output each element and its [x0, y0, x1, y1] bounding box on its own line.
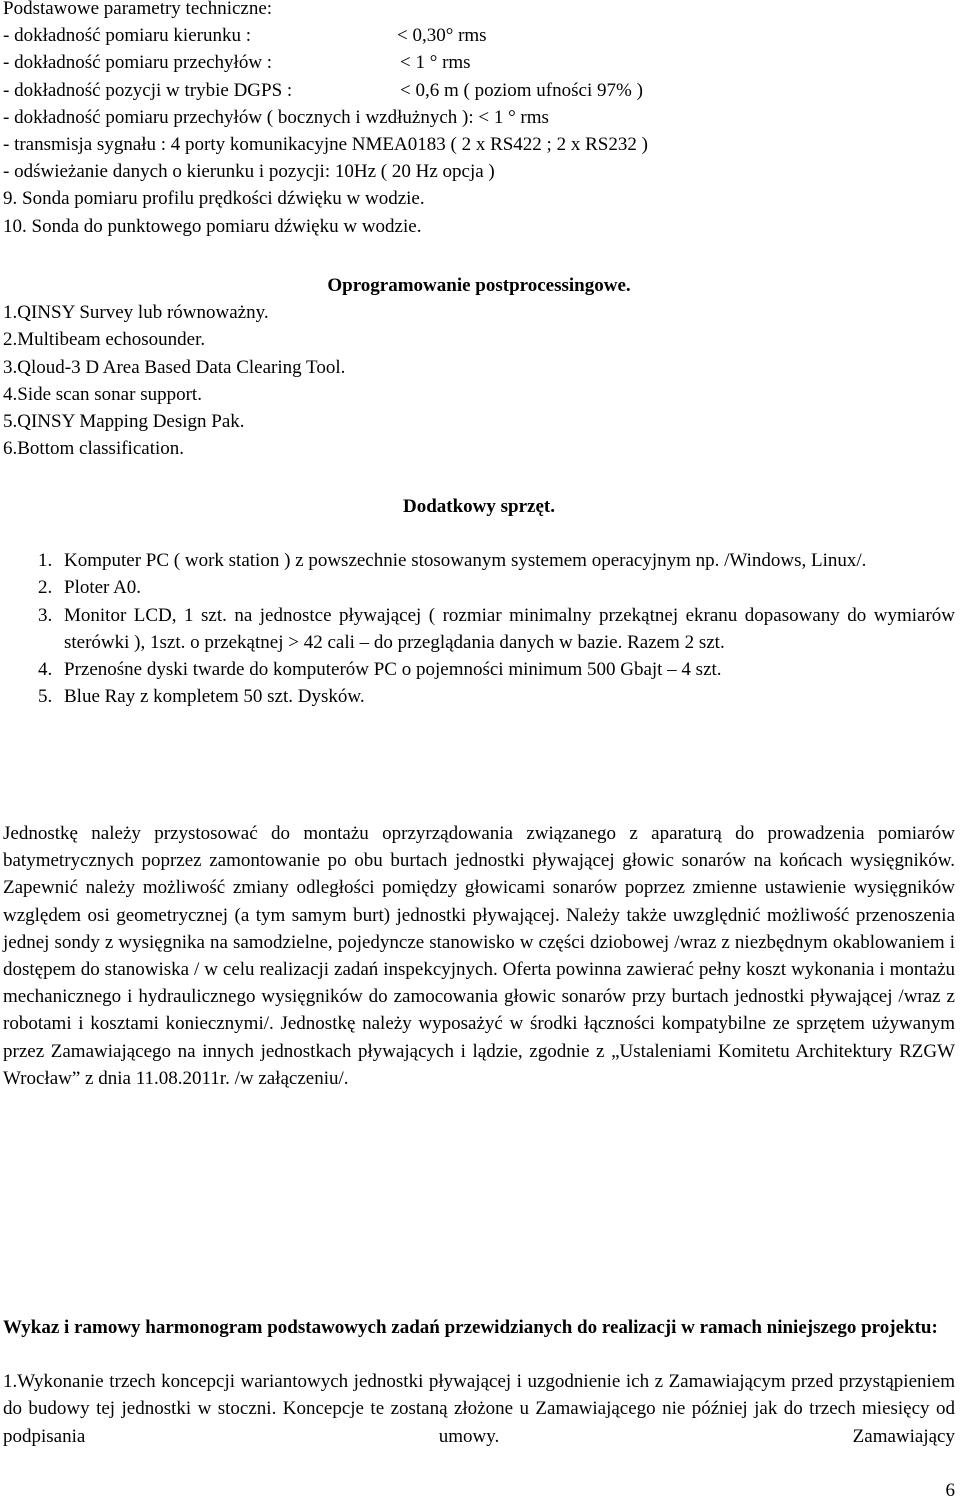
body-paragraph: Jednostkę należy przystosować do montażu oprzyrządowania związanego z aparaturą do prowadzenia pomiarów batymetrycznych poprzez zamontowanie po obu burtach jednostki pływającej głowic sonarów na końcach wysięgników. Zapewnić należy możliwość zmiany odległości pomiędzy głowicami sonarów poprzez zmienne ustawienie wysięgników względem osi geometrycznej (a tym samym burt) jednostki pływającej. Należy także uwzględnić możliwość przenoszenia jednej sondy z wysięgnika na samodzielne, pojedyncze stanowisko w części dziobowej /wraz z niezbędnym okablowaniem i dostępem do stanowiska / w celu realizacji zadań inspekcyjnych. Oferta powinna zawierać pełny koszt wykonania i montażu mechanicznego i hydraulicznego wysięgników do zamocowania głowic sonarów przy burtach jednostki pływającej /wraz z robotami i kosztami koniecznymi/. Jednostkę należy wyposażyć w środki łączności kompatybilne ze sprzętem używanym przez Zamawiającego na innych jednostkach pływających i lądzie, zgodnie z „Ustaleniami Komitetu Architektury RZGW Wrocław” z dnia 11.08.2011r. /w załączeniu/.: [3, 823, 955, 1089]
list-item: 1. Komputer PC ( work station ) z powszechnie stosowanym systemem operacyjnym np. /Windows, Linux/.: [38, 550, 867, 572]
spacer: [3, 520, 955, 547]
page-number: 6: [945, 1480, 955, 1501]
schedule-item: 1.Wykonanie trzech koncepcji wariantowych jednostki pływającej i uzgodnienie ich z Zamawiającym przed przystąpieniem do budowy tej jednostki w stoczni. Koncepcje te zostaną złożone u Zamawiającego nie później jak do trzech miesięcy od podpisania umowy. Zamawiający: [3, 1371, 955, 1447]
spec-line-sound-profile: 9. Sonda pomiaru profilu prędkości dźwięku w wodzie.: [3, 188, 425, 210]
specs-section: [3, 0, 955, 240]
spec-line-point-sound: 10. Sonda do punktowego pomiaru dźwięku w wodzie.: [3, 215, 422, 237]
software-item: 6.Bottom classification.: [3, 438, 185, 460]
software-item: 3.Qloud-3 D Area Based Data Clearing Tool.: [3, 356, 346, 378]
spec-value: < 0,6 m ( poziom ufności 97% ): [400, 79, 643, 101]
software-item: 4.Side scan sonar support.: [3, 383, 202, 405]
specs-heading: Podstawowe parametry techniczne:: [3, 0, 273, 19]
software-heading: Oprogramowanie postprocessingowe.: [327, 275, 631, 296]
spacer: [3, 1341, 955, 1368]
software-item: 5.QINSY Mapping Design Pak.: [3, 411, 245, 433]
spec-line-dgps-accuracy: [3, 77, 955, 104]
spec-line-refresh: - odświeżanie danych o kierunku i pozycji: 10Hz ( 20 Hz opcja ): [3, 161, 495, 183]
spec-line-roll-pitch: - dokładność pomiaru przechyłów ( bocznych i wzdłużnych ): < 1 ° rms: [3, 106, 549, 128]
list-item: 5. Blue Ray z kompletem 50 szt. Dysków.: [38, 686, 365, 708]
list-item: 4. Przenośne dyski twarde do komputerów PC o pojemności minimum 500 Gbajt – 4 szt.: [38, 659, 722, 681]
spec-label: - dokładność pomiaru kierunku :: [3, 25, 252, 47]
spec-value: < 0,30° rms: [397, 25, 487, 47]
spec-label: - dokładność pozycji w trybie DGPS :: [3, 79, 293, 101]
spec-line-transmission: - transmisja sygnału : 4 porty komunikacyjne NMEA0183 ( 2 x RS422 ; 2 x RS232 ): [3, 134, 648, 156]
spec-label: - dokładność pomiaru przechyłów :: [3, 52, 273, 74]
schedule-section: [3, 1314, 955, 1450]
equipment-section: [3, 493, 955, 710]
list-item: 3. Monitor LCD, 1 szt. na jednostce pływającej ( rozmiar minimalny przekątnej ekranu dopasowany do wymiarów sterówki ), 1szt. o przekątnej > 42 cali – do przeglądania danych w bazie. Razem 2 szt.: [38, 604, 955, 653]
software-item: 2.Multibeam echosounder.: [3, 329, 206, 351]
spec-line-heading-accuracy: [3, 22, 955, 49]
spec-line-tilt-accuracy: [3, 49, 955, 76]
spec-value: < 1 ° rms: [400, 52, 471, 74]
software-section: [3, 272, 955, 462]
list-item: 2. Ploter A0.: [38, 577, 142, 599]
software-item: 1.QINSY Survey lub równoważny.: [3, 302, 269, 324]
schedule-heading: Wykaz i ramowy harmonogram podstawowych zadań przewidzianych do realizacji w ramach niniejszego projektu:: [3, 1317, 938, 1338]
equipment-heading: Dodatkowy sprzęt.: [403, 496, 555, 517]
equipment-list: [3, 547, 955, 710]
